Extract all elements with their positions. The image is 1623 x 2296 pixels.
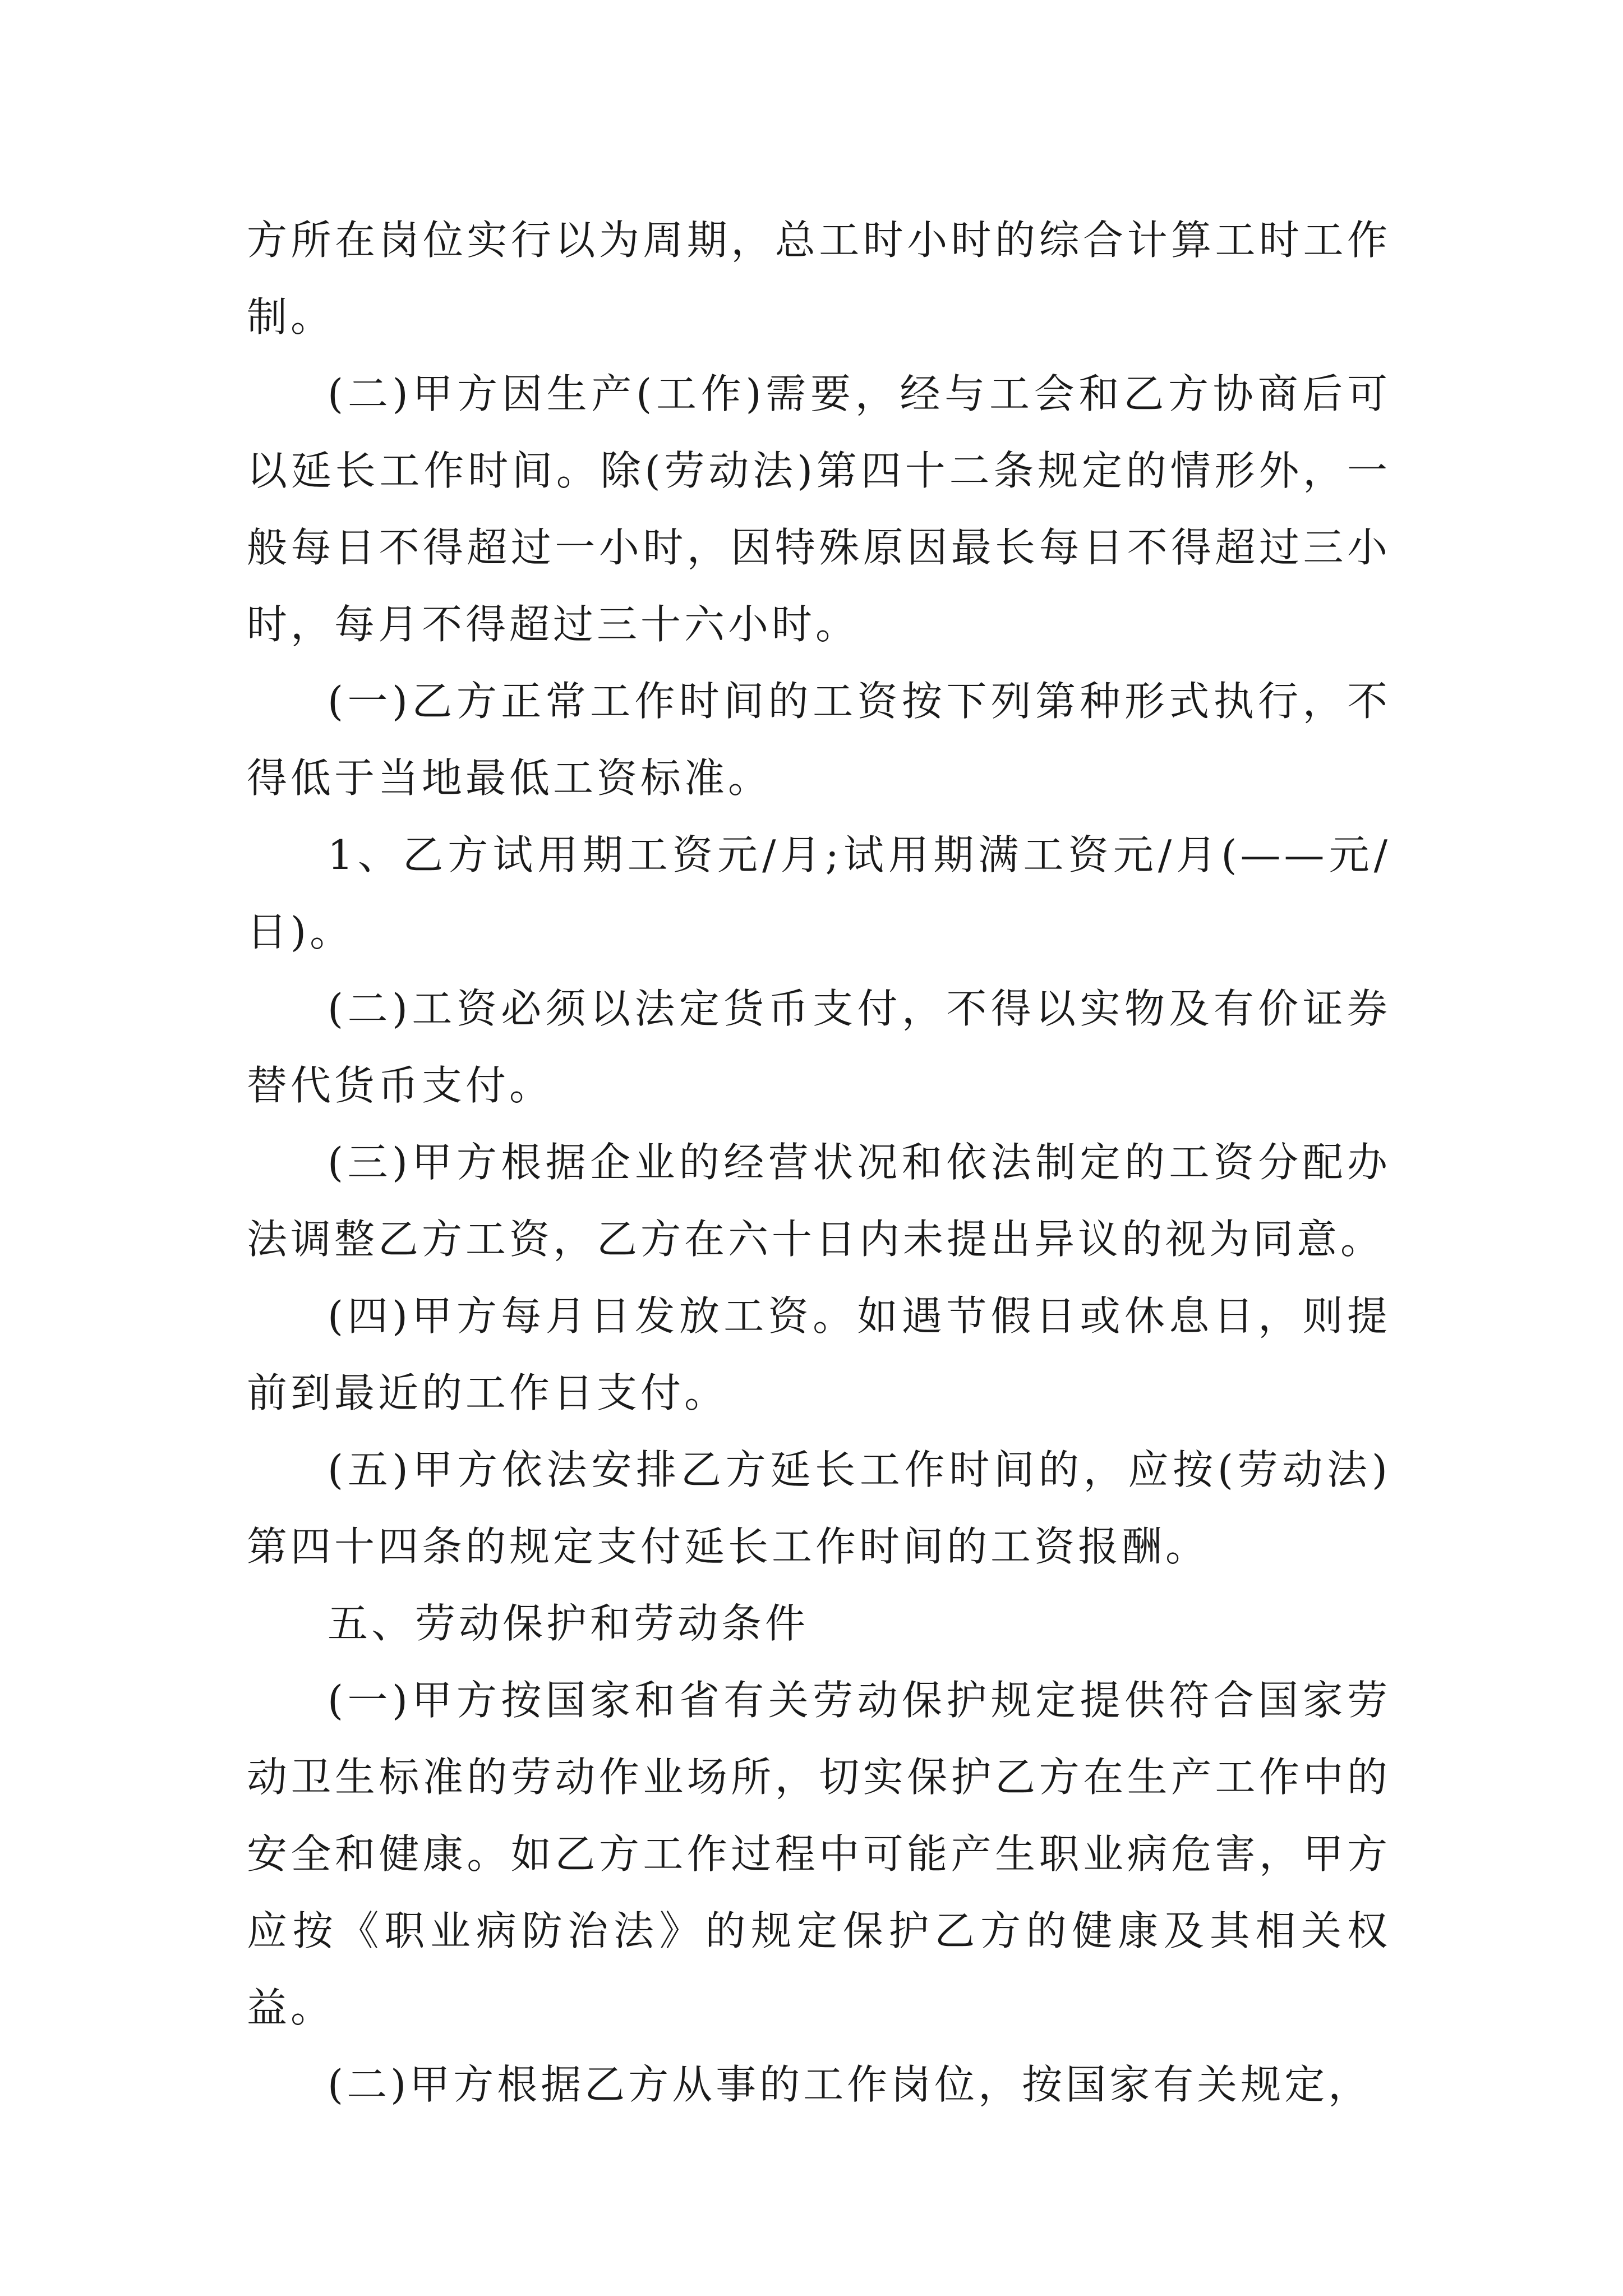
paragraph-probation-wage: 1、乙方试用期工资元/月;试用期满工资元/月(——元/日)。 xyxy=(247,831,1391,955)
paragraph-wage-currency: (二)工资必须以法定货币支付，不得以实物及有价证券替代货币支付。 xyxy=(247,985,1391,1109)
paragraph-workplace-safety: (一)甲方按国家和省有关劳动保护规定提供符合国家劳动卫生标准的劳动作业场所，切实保护乙方在生产工作中的安全和健康。如乙方工作过程中可能产生职业病危害，甲方应按《职业病防治法》的规定保护乙方的健康及其相关权益。 xyxy=(247,1677,1391,2031)
document-body xyxy=(247,202,1391,2123)
paragraph-normal-wage: (一)乙方正常工作时间的工资按下列第种形式执行，不得低于当地最低工资标准。 xyxy=(247,678,1391,802)
paragraph-wage-adjustment: (三)甲方根据企业的经营状况和依法制定的工资分配办法调整乙方工资，乙方在六十日内未提出异议的视为同意。 xyxy=(247,1139,1391,1263)
section-heading-labor-protection: 五、劳动保护和劳动条件 xyxy=(328,1600,809,1647)
paragraph-overtime-pay: (五)甲方依法安排乙方延长工作时间的，应按(劳动法)第四十四条的规定支付延长工作时间的工资报酬。 xyxy=(247,1446,1391,1570)
paragraph-overtime-limits: (二)甲方因生产(工作)需要，经与工会和乙方协商后可以延长工作时间。除(劳动法)第四十二条规定的情形外，一般每日不得超过一小时，因特殊原因最长每日不得超过三小时，每月不得超过三十六小时。 xyxy=(247,370,1391,648)
paragraph-pay-day: (四)甲方每月日发放工资。如遇节假日或休息日，则提前到最近的工作日支付。 xyxy=(247,1292,1391,1416)
paragraph-protective-equipment: (二)甲方根据乙方从事的工作岗位，按国家有关规定， xyxy=(328,2061,1372,2108)
paragraph-working-hours-cont: 方所在岗位实行以为周期，总工时小时的综合计算工时工作制。 xyxy=(247,217,1391,341)
